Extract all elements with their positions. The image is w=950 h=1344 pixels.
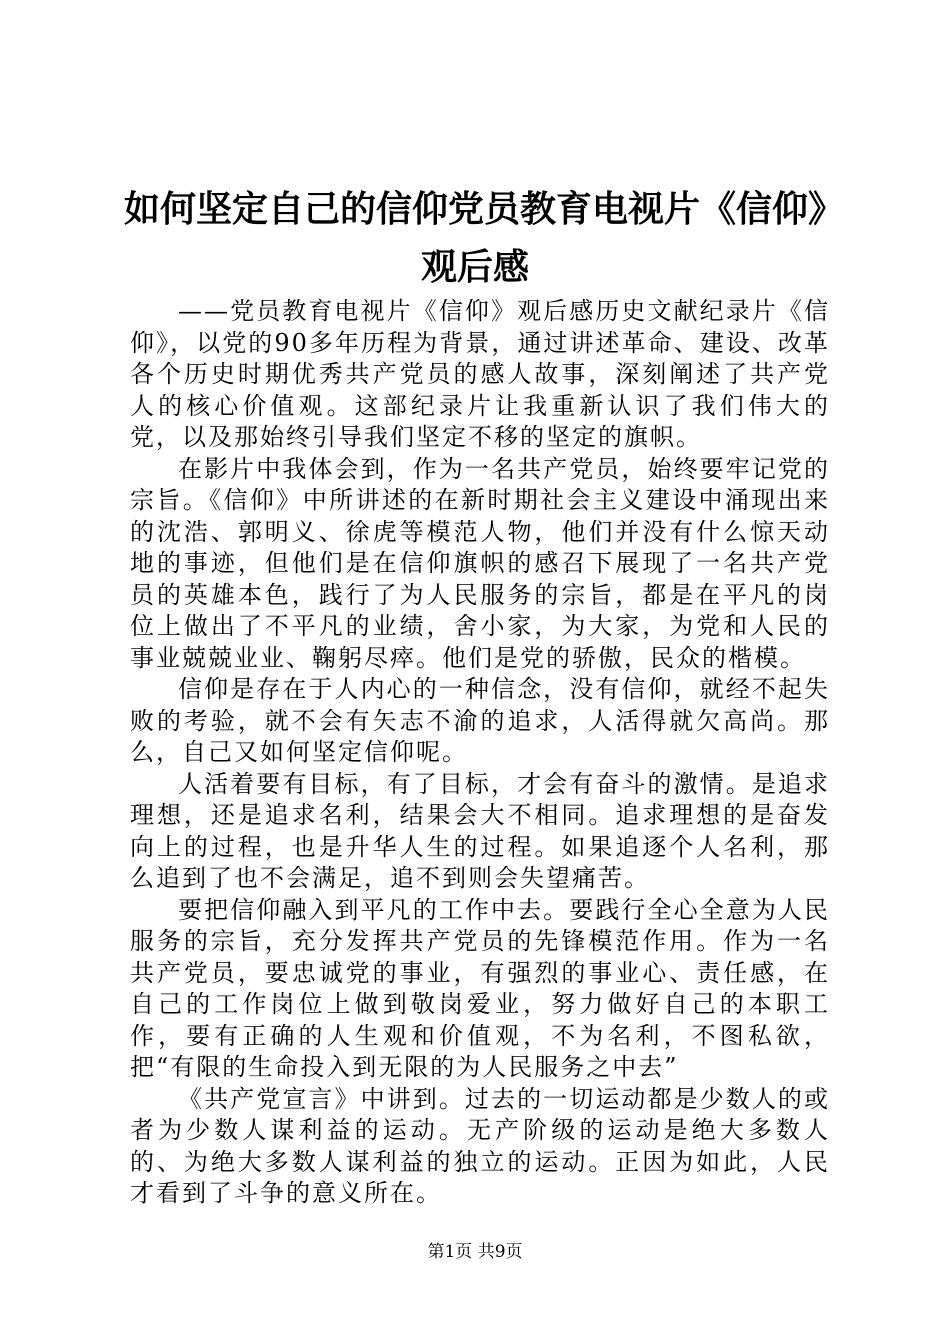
document-body [130,296,830,1210]
paragraph-1: ——党员教育电视片《信仰》观后感历史文献纪录片《信仰》，以党的90多年历程为背景，通过讲述革命、建设、改革各个历史时期优秀共产党员的感人故事，深刻阐述了共产党人的核心价值观。这部纪录片让我重新认识了我们伟大的党，以及那始终引导我们坚定不移的坚定的旗帜。 [130,297,830,451]
paragraph-6: 《共产党宣言》中讲到。过去的一切运动都是少数人的或者为少数人谋利益的运动。无产阶级的运动是绝大多数人的、为绝大多数人谋利益的独立的运动。正因为如此，人民才看到了斗争的意义所在。 [130,1084,830,1207]
paragraph-3: 信仰是存在于人内心的一种信念，没有信仰，就经不起失败的考验，就不会有矢志不渝的追求，人活得就欠高尚。那么，自己又如何坚定信仰呢。 [130,675,830,766]
paragraph-4: 人活着要有目标，有了目标，才会有奋斗的激情。是追求理想，还是追求名利，结果会大不相同。追求理想的是奋发向上的过程，也是升华人生的过程。如果追逐个人名利，那么追到了也不会满足，追不到则会失望痛苦。 [130,769,830,892]
page-number-footer: 第1页 共9页 [427,1242,523,1262]
paragraph-2: 在影片中我体会到，作为一名共产党员，始终要牢记党的宗旨。《信仰》中所讲述的在新时期社会主义建设中涌现出来的沈浩、郭明义、徐虎等模范人物，他们并没有什么惊天动地的事迹，但他们是在信仰旗帜的感召下展现了一名共产党员的英雄本色，践行了为人民服务的宗旨，都是在平凡的岗位上做出了不平凡的业绩，舍小家，为大家，为党和人民的事业兢兢业业、鞠躬尽瘁。他们是党的骄傲，民众的楷模。 [130,454,830,672]
document-title: 如何坚定自己的信仰党员教育电视片《信仰》观后感 [123,188,826,288]
paragraph-5: 要把信仰融入到平凡的工作中去。要践行全心全意为人民服务的宗旨，充分发挥共产党员的先锋模范作用。作为一名共产党员，要忠诚党的事业，有强烈的事业心、责任感，在自己的工作岗位上做到敬岗爱业，努力做好自己的本职工作，要有正确的人生观和价值观，不为名利，不图私欲，把“有限的生命投入到无限的为人民服务之中去” [130,895,830,1081]
